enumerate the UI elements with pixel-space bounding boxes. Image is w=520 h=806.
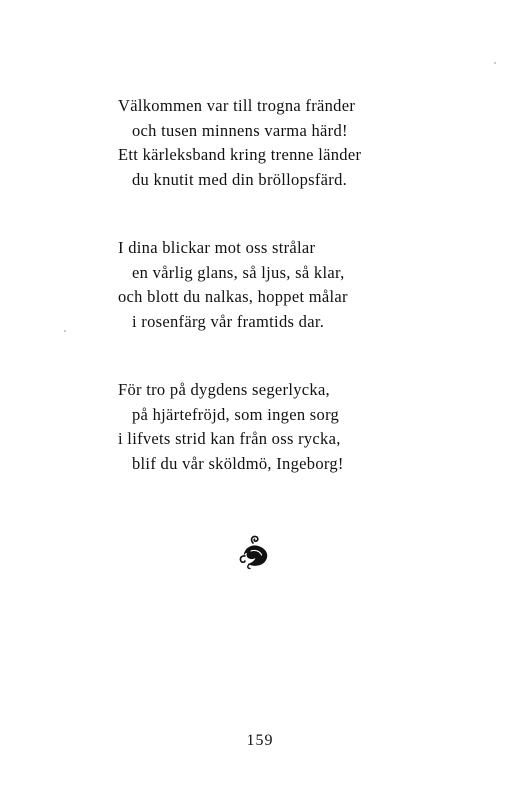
poem-line: i rosenfärg vår framtids dar. xyxy=(132,311,325,331)
poem-line: i lifvets strid kan från oss rycka, xyxy=(118,429,341,448)
poem-line: För tro på dygdens segerlycka, xyxy=(118,380,330,399)
poem-line: Ett kärleksband kring trenne länder xyxy=(118,145,362,164)
poem-line: på hjärtefröjd, som ingen sorg xyxy=(132,404,340,424)
poem-line: och tusen minnens varma härd! xyxy=(132,120,348,140)
stanza-3 xyxy=(118,378,438,476)
poem-line: blif du vår sköldmö, Ingeborg! xyxy=(132,453,344,473)
page-number: 159 xyxy=(246,732,274,749)
poem-line: en vårlig glans, så ljus, så klar, xyxy=(132,262,345,282)
floral-ornament-icon xyxy=(237,534,271,570)
stanza-2 xyxy=(118,236,438,334)
poem-line: du knutit med din bröllopsfärd. xyxy=(132,169,348,189)
paper-speck xyxy=(64,330,66,332)
poem-line: och blott du nalkas, hoppet målar xyxy=(118,287,348,306)
poem-line: I dina blickar mot oss strålar xyxy=(118,238,316,257)
stanza-1 xyxy=(118,94,438,192)
paper-speck xyxy=(494,62,496,64)
poem-line: Välkommen var till trogna fränder xyxy=(118,96,356,115)
